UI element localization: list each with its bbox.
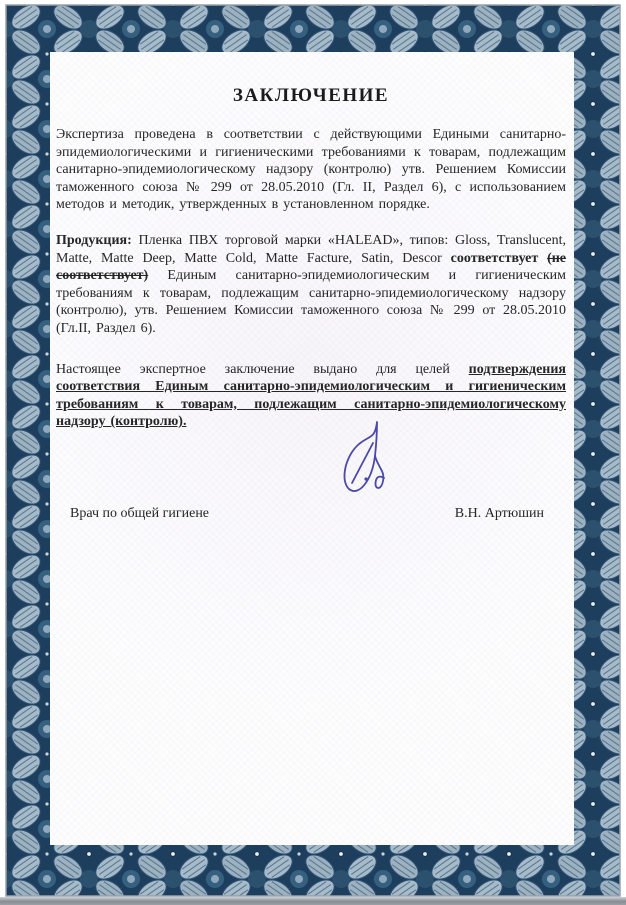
- paragraph-purpose: [56, 361, 566, 431]
- product-body: Пленка ПВХ торговой марки «HALEAD», типов: Gloss, Translucent, Matte, Matte Deep, Matte Cold, Matte Facture, Satin, Descor: [56, 232, 566, 266]
- purpose-lead: Настоящее экспертное заключение выдано для целей: [56, 361, 469, 377]
- paragraph-expertise: [56, 126, 566, 214]
- signer-name: В.Н. Артюшин: [454, 505, 544, 521]
- product-verdict-struck: (не соответствует): [56, 250, 567, 284]
- purpose-emphasis: подтверждения соответствия Единым санитарно-эпидемиологическим и гигиеническим требованиям к товарам, подлежащим санитарно-эпидемиологическому надзору (контролю).: [56, 361, 566, 430]
- signer-role: Врач по общей гигиене: [70, 505, 210, 521]
- paragraph-product: [56, 232, 566, 338]
- document-body: [50, 52, 574, 845]
- product-verdict: соответствует: [450, 250, 548, 266]
- product-label: Продукция:: [56, 232, 132, 248]
- signature-row: [56, 471, 566, 551]
- document-title: ЗАКЛЮЧЕНИЕ: [232, 85, 390, 106]
- scan-edge-shadow: [0, 897, 626, 905]
- signature-icon: [328, 419, 400, 509]
- product-rest: Единым санитарно-эпидемиологическим и гигиеническим требованиям к товарам, подлежащим санитарно-эпидемиологическому надзору (контролю), утв. Решением Комиссии таможенного союза № 299 от 28.05.2010 (Гл.II, Раздел 6).: [56, 268, 566, 336]
- paragraph-expertise-text: Экспертиза проведена в соответствии с действующими Едиными санитарно-эпидемиологическими и гигиеническими требованиями к товарам, подлежащим санитарно-эпидемиологическому надзору (контролю) утв. Решением Комиссии таможенного союза № 299 от 28.05.2010 (Гл. II, Раздел 6), с использованием методов и методик, утвержденных в установленном порядке.: [56, 127, 566, 213]
